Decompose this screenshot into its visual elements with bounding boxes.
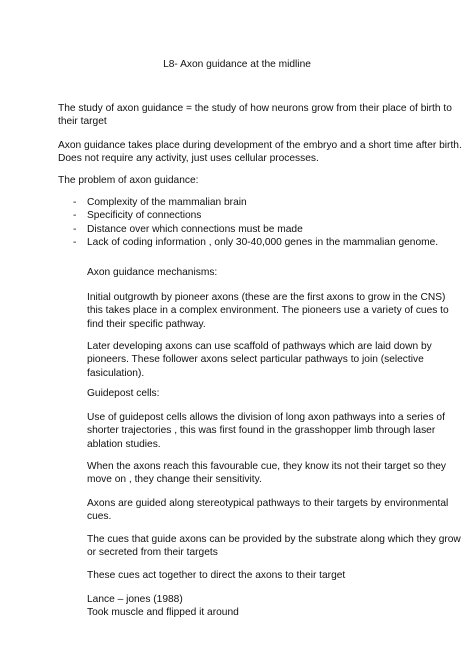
bullet-text: Specificity of connections [87,210,202,222]
intro-line: The study of axon guidance = the study of how neurons grow from their place of birth to [58,103,452,114]
guidepost-line: ablation studies. [87,438,161,450]
list-item [73,209,438,222]
reference-paragraph [87,593,239,620]
bullet-marker: - [73,223,77,235]
guidepost-line: Use of guidepost cells allows the division of long axon pathways into a series of [87,412,445,423]
reference-line: Lance – jones (1988) [87,594,183,605]
bullet-text: Distance over which connections must be made [87,223,303,235]
problem-bullet-list [73,196,438,250]
guidepost-line: shorter trajectories , this was first found in the grasshopper limb through laser [87,425,436,437]
bullet-text: Lack of coding information , only 30-40,000 genes in the mammalian genome. [87,237,439,249]
list-item [73,223,438,236]
pioneer-line: this takes place in a complex environment. The pioneers use a variety of cues to [87,305,449,317]
development-line: Does not require any activity, just uses cellular processes. [58,153,319,165]
pioneer-line: find their specific pathway. [87,318,206,330]
stereotypical-paragraph [87,497,448,524]
stereotypical-line: Axons are guided along stereotypical pathways to their targets by environmental [87,498,449,509]
follower-line: pioneers. These follower axons select particular pathways to join (selective [87,354,424,366]
intro-paragraph [58,102,452,129]
follower-line: fasiculation). [87,367,145,379]
stereotypical-line: cues. [87,511,112,523]
bullet-marker: - [73,210,77,222]
favourable-paragraph [87,460,446,487]
favourable-line: When the axons reach this favourable cue, they know its not their target so they [87,461,447,472]
pioneer-paragraph [87,291,449,331]
pioneer-line: Initial outgrowth by pioneer axons (these are the first axons to grow in the CNS) [87,292,446,303]
guidepost-paragraph [87,411,445,451]
substrate-line: The cues that guide axons can be provided by the substrate along which they grow [87,534,461,545]
development-paragraph [58,139,462,166]
bullet-text: Complexity of the mammalian brain [87,197,247,208]
favourable-line: move on , they change their sensitivity. [87,474,262,486]
muscle-line: Took muscle and flipped it around [87,607,239,619]
mechanisms-heading: Axon guidance mechanisms: [87,267,218,278]
bullet-marker: - [73,197,77,208]
document-title: L8- Axon guidance at the midline [163,59,311,70]
list-item [73,196,438,209]
intro-line: their target [58,116,107,128]
together-line: These cues act together to direct the axons to their target [87,570,346,581]
follower-line: Later developing axons can use scaffold of pathways which are laid down by [87,341,432,352]
development-line: Axon guidance takes place during development of the embryo and a short time after birth. [58,140,462,151]
problem-heading: The problem of axon guidance: [58,175,199,186]
guidepost-heading: Guidepost cells: [87,388,160,399]
list-item [73,236,438,249]
substrate-paragraph [87,533,461,560]
follower-paragraph [87,340,432,380]
bullet-marker: - [73,237,77,249]
substrate-line: or secreted from their targets [87,547,218,559]
